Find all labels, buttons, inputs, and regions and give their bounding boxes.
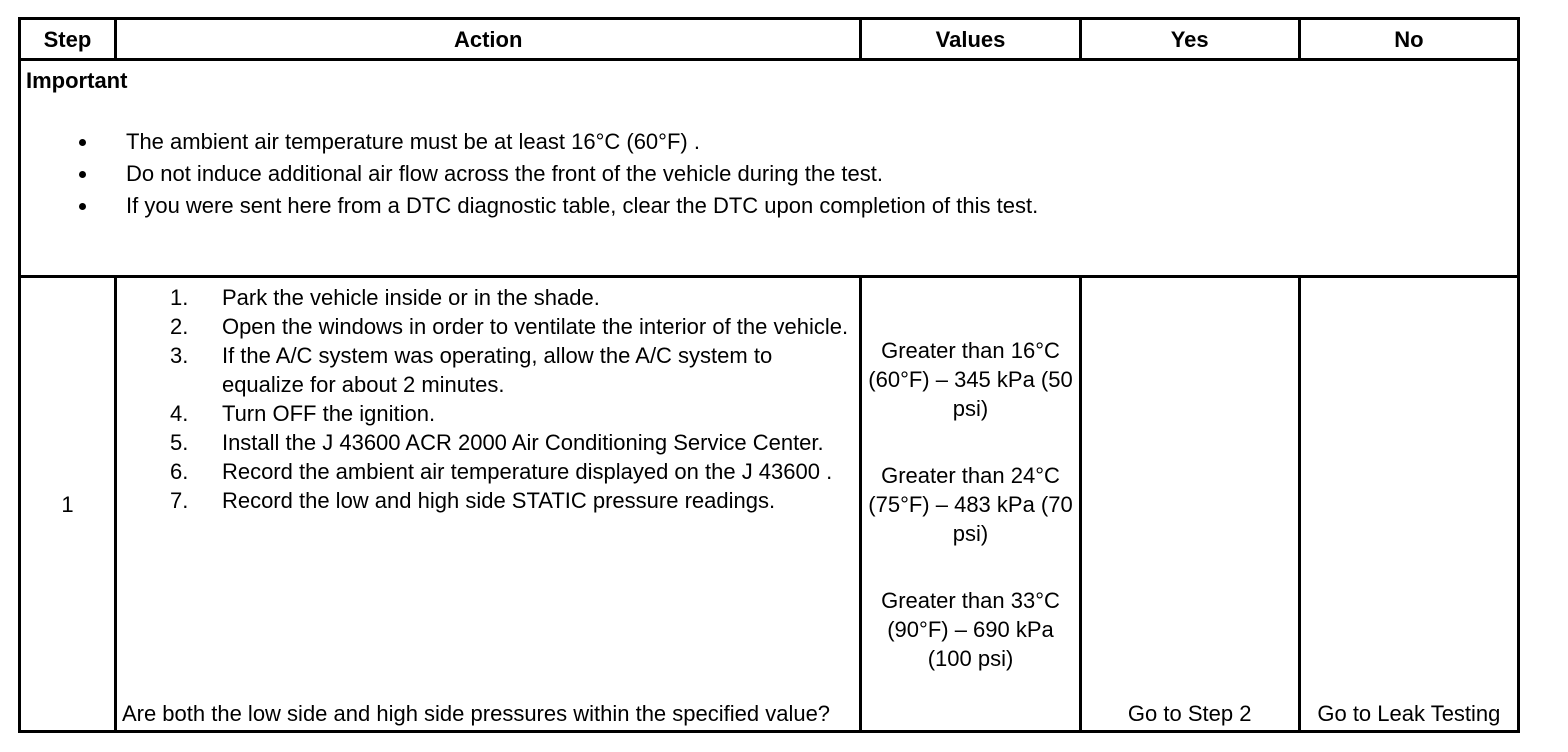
procedure-step-number: 7. (169, 488, 189, 513)
spec-value: Greater than 24°C (75°F) – 483 kPa (70 psi) (868, 463, 1073, 546)
diagnostic-question: Are both the low side and high side pressures within the specified value? (121, 701, 831, 726)
procedure-step-text: Record the low and high side STATIC pressure readings. (221, 488, 776, 513)
procedure-step (117, 312, 859, 341)
important-bullet-list (21, 126, 1517, 222)
procedure-step (117, 341, 859, 399)
bullet-icon (79, 203, 86, 210)
header-action: Action (115, 19, 860, 60)
action-cell (115, 277, 860, 732)
step-row (20, 277, 1519, 732)
procedure-step-text: Open the windows in order to ventilate the interior of the vehicle. (221, 314, 849, 339)
procedure-step-number: 1. (169, 285, 189, 310)
important-bullet (21, 126, 1517, 158)
values-cell (861, 277, 1080, 732)
procedure-step-number: 2. (169, 314, 189, 339)
header-yes: Yes (1080, 19, 1299, 60)
header-values: Values (861, 19, 1080, 60)
yes-result: Go to Step 2 (1080, 277, 1299, 732)
important-heading: Important (26, 68, 128, 93)
header-no: No (1299, 19, 1518, 60)
bullet-text: If you were sent here from a DTC diagnostic table, clear the DTC upon completion of this test. (126, 193, 1039, 218)
procedure-step (117, 399, 859, 428)
bullet-icon (79, 171, 86, 178)
spec-value: Greater than 33°C (90°F) – 690 kPa (100 psi) (881, 588, 1060, 671)
procedure-step-text: Park the vehicle inside or in the shade. (221, 285, 600, 310)
procedure-steps (117, 278, 859, 515)
header-step: Step (20, 19, 116, 60)
procedure-step (117, 486, 859, 515)
procedure-step-number: 4. (169, 401, 189, 426)
procedure-step-text: If the A/C system was operating, allow the A/C system to equalize for about 2 minutes. (221, 343, 773, 397)
procedure-step-number: 5. (169, 430, 189, 455)
diagnostic-table (18, 17, 1520, 733)
procedure-step (117, 428, 859, 457)
procedure-step-number: 3. (169, 343, 189, 368)
bullet-text: The ambient air temperature must be at least 16°C (60°F) . (126, 129, 700, 154)
no-result: Go to Leak Testing (1299, 277, 1518, 732)
procedure-step-text: Record the ambient air temperature displayed on the J 43600 . (221, 459, 833, 484)
important-notice (20, 60, 1519, 277)
important-bullet (21, 158, 1517, 190)
bullet-icon (79, 139, 86, 146)
procedure-step-text: Turn OFF the ignition. (221, 401, 436, 426)
important-bullet (21, 190, 1517, 222)
bullet-text: Do not induce additional air flow across the front of the vehicle during the test. (126, 161, 883, 186)
important-row (20, 60, 1519, 277)
procedure-step (117, 457, 859, 486)
procedure-step-text: Install the J 43600 ACR 2000 Air Conditioning Service Center. (221, 430, 824, 455)
procedure-step-number: 6. (169, 459, 189, 484)
procedure-step (117, 283, 859, 312)
spec-value: Greater than 16°C (60°F) – 345 kPa (50 psi) (868, 338, 1073, 421)
step-number: 1 (20, 277, 116, 732)
header-row (20, 19, 1519, 60)
